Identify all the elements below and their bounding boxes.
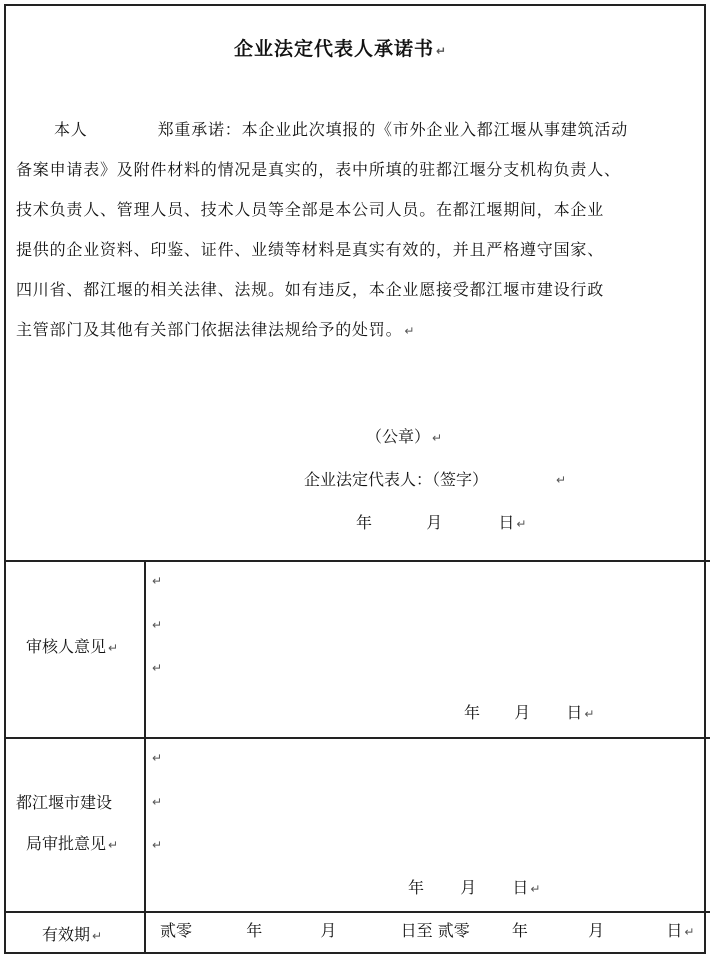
signature-label: 企业法定代表人：（签字） (304, 470, 489, 489)
paragraph-line: 本人 郑重承诺：本企业此次填报的《市外企业入都江堰从事建筑活动 (54, 120, 629, 139)
paragraph-line: 主管部门及其他有关部门依据法律法规给予的处罚。 ↵ (16, 320, 416, 339)
commitment-date: 年 月 日 ↵ (356, 513, 527, 532)
paragraph-line: 备案申请表》及附件材料的情况是真实的，表中所填的驻都江堰分支机构负责人、 (16, 160, 621, 179)
paragraph-line: 技术负责人、管理人员、技术人员等全部是本公司人员。在都江堰期间，本企业 (16, 200, 605, 219)
seal-label: （公章） ↵ (366, 427, 443, 446)
column-divider (144, 560, 146, 954)
divider-line (4, 560, 710, 562)
bureau-opinion-date: 年 月 日 ↵ (408, 878, 541, 897)
bureau-opinion-label-line2: 局审批意见 ↵ (26, 834, 119, 853)
validity-period: 贰零 年 月 日至 贰零 年 月 日 ↵ (160, 921, 695, 940)
divider-line (4, 737, 710, 739)
divider-line (4, 911, 710, 913)
intro-label: 本人 (54, 120, 88, 139)
paragraph-mark: ↵ (152, 795, 163, 809)
paragraph-mark: ↵ (556, 473, 567, 487)
paragraph-mark: ↵ (152, 838, 163, 852)
document-title: 企业法定代表人承诺书 ↵ (234, 38, 448, 60)
paragraph-line: 提供的企业资料、印鉴、证件、业绩等材料是真实有效的，并且严格遵守国家、 (16, 240, 605, 259)
paragraph-line: 四川省、都江堰的相关法律、法规。如有违反，本企业愿接受都江堰市建设行政 (16, 280, 605, 299)
paragraph-mark: ↵ (152, 618, 163, 632)
paragraph-mark: ↵ (152, 661, 163, 675)
commitment-paragraph (16, 116, 700, 356)
reviewer-opinion-label: 审核人意见 ↵ (26, 637, 119, 656)
validity-label: 有效期 ↵ (42, 925, 103, 944)
paragraph-mark: ↵ (152, 751, 163, 765)
paragraph-mark: ↵ (152, 574, 163, 588)
bureau-opinion-label-line1: 都江堰市建设 (16, 793, 113, 812)
reviewer-opinion-date: 年 月 日 ↵ (464, 703, 595, 722)
